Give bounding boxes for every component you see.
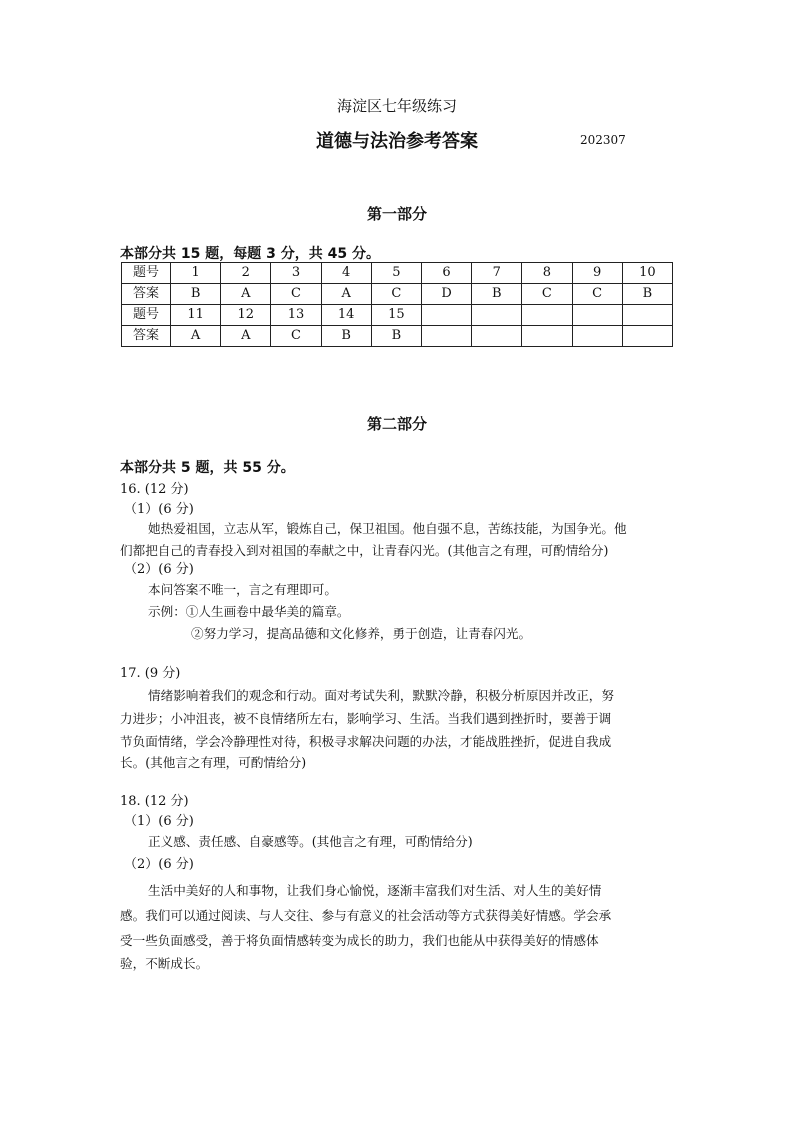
- q16-part2-line: 本问答案不唯一，言之有理即可。: [148, 582, 337, 597]
- table-cell: 12: [221, 305, 271, 326]
- q17-line: 力进步；小冲沮丧，被不良情绪所左右，影响学习、生活。当我们遇到挫折时，要善于调: [120, 711, 612, 726]
- table-row: [122, 326, 673, 347]
- table-cell: C: [271, 326, 321, 347]
- row-label: 题号: [122, 263, 171, 284]
- table-cell: [522, 326, 572, 347]
- table-cell: B: [472, 284, 522, 305]
- table-row: [122, 284, 673, 305]
- part1-intro: 本部分共 15 题，每题 3 分，共 45 分。: [120, 246, 380, 262]
- q17-line: 长。(其他言之有理，可酌情给分): [120, 755, 307, 770]
- q16-part1-line: 们都把自己的青春投入到对祖国的奉献之中，让青春闪光。(其他言之有理，可酌情给分): [120, 543, 609, 558]
- table-cell: B: [371, 326, 421, 347]
- q16-part1-line: 她热爱祖国，立志从军，锻炼自己，保卫祖国。他自强不息，苦练技能，为国争光。他: [148, 521, 627, 536]
- table-cell: 14: [321, 305, 371, 326]
- table-cell: 15: [371, 305, 421, 326]
- table-row: [122, 305, 673, 326]
- table-cell: D: [421, 284, 471, 305]
- table-cell: B: [321, 326, 371, 347]
- table-cell: [572, 305, 622, 326]
- table-cell: A: [221, 326, 271, 347]
- row-label: 答案: [122, 326, 171, 347]
- table-cell: [622, 305, 672, 326]
- table-cell: 4: [321, 263, 371, 284]
- table-cell: C: [572, 284, 622, 305]
- q18-part2-label: （2）(6 分): [124, 857, 194, 872]
- q17-line: 情绪影响着我们的观念和行动。面对考试失利，默默冷静，积极分析原因并改正，努: [148, 688, 614, 703]
- q16-part2-line: 示例：①人生画卷中最华美的篇章。: [148, 604, 350, 619]
- table-cell: A: [171, 326, 221, 347]
- document-date: 202307: [580, 133, 626, 147]
- q18-label: 18. (12 分): [120, 794, 189, 809]
- document-subtitle: 海淀区七年级练习: [336, 97, 457, 115]
- part2-heading: 第二部分: [366, 415, 427, 433]
- table-cell: [472, 326, 522, 347]
- part2-intro: 本部分共 5 题，共 55 分。: [120, 460, 295, 476]
- table-cell: [421, 305, 471, 326]
- part1-heading: 第一部分: [366, 205, 427, 223]
- table-cell: 9: [572, 263, 622, 284]
- q18-part2-line: 生活中美好的人和事物，让我们身心愉悦，逐渐丰富我们对生活、对人生的美好情: [148, 883, 602, 898]
- table-cell: 3: [271, 263, 321, 284]
- q16-label: 16. (12 分): [120, 482, 189, 497]
- table-cell: [472, 305, 522, 326]
- table-cell: B: [622, 284, 672, 305]
- q16-part2-label: （2）(6 分): [124, 562, 194, 577]
- table-cell: 8: [522, 263, 572, 284]
- q16-part1-label: （1）(6 分): [124, 502, 194, 517]
- table-cell: 1: [171, 263, 221, 284]
- q18-part2-line: 受一些负面感受，善于将负面情感转变为成长的助力，我们也能从中获得美好的情感体: [120, 933, 599, 948]
- table-cell: A: [321, 284, 371, 305]
- q16-part2-line: ②努力学习，提高品德和文化修养，勇于创造，让青春闪光。: [191, 626, 532, 641]
- q18-part1-label: （1）(6 分): [124, 814, 194, 829]
- document-title: 道德与法治参考答案: [316, 131, 478, 152]
- table-cell: 13: [271, 305, 321, 326]
- table-cell: A: [221, 284, 271, 305]
- q17-label: 17. (9 分): [120, 666, 181, 681]
- table-cell: 11: [171, 305, 221, 326]
- q17-line: 节负面情绪，学会冷静理性对待，积极寻求解决问题的办法，才能战胜挫折，促进自我成: [120, 734, 612, 749]
- table-cell: C: [371, 284, 421, 305]
- table-row: [122, 263, 673, 284]
- table-cell: 5: [371, 263, 421, 284]
- table-cell: 2: [221, 263, 271, 284]
- table-cell: [622, 326, 672, 347]
- answer-table: [121, 262, 673, 347]
- table-cell: 7: [472, 263, 522, 284]
- row-label: 答案: [122, 284, 171, 305]
- q18-part2-line: 验，不断成长。: [120, 956, 209, 971]
- table-cell: [572, 326, 622, 347]
- q18-part1-line: 正义感、责任感、自豪感等。(其他言之有理，可酌情给分): [148, 834, 473, 849]
- table-cell: 6: [421, 263, 471, 284]
- table-cell: C: [522, 284, 572, 305]
- q18-part2-line: 感。我们可以通过阅读、与人交往、参与有意义的社会活动等方式获得美好情感。学会承: [120, 908, 612, 923]
- table-cell: 10: [622, 263, 672, 284]
- table-cell: B: [171, 284, 221, 305]
- table-cell: [522, 305, 572, 326]
- row-label: 题号: [122, 305, 171, 326]
- table-cell: [421, 326, 471, 347]
- table-cell: C: [271, 284, 321, 305]
